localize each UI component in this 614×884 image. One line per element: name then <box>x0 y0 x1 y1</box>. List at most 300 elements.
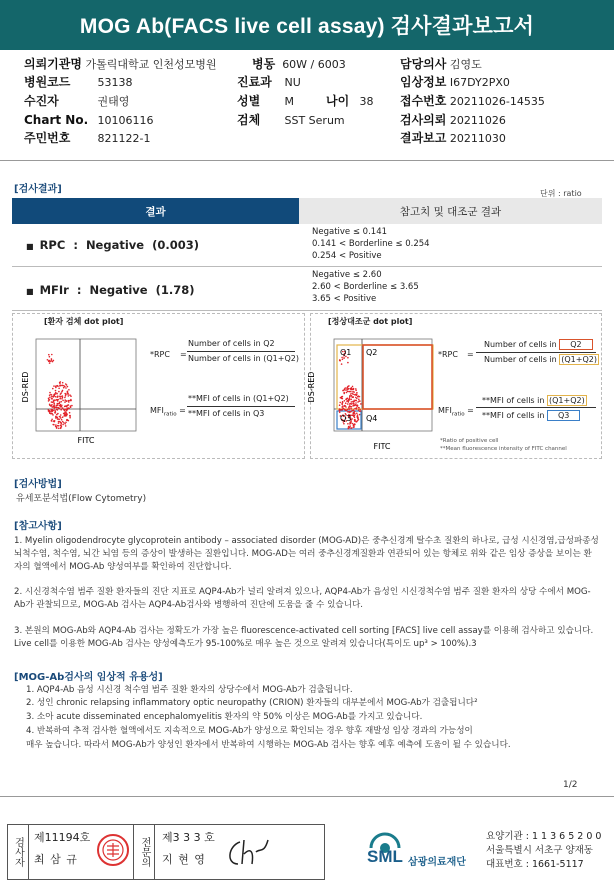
dot-mark <box>54 410 56 412</box>
dot-mark <box>65 425 67 427</box>
rpc-result <box>26 238 199 252</box>
dot-mark <box>343 423 345 425</box>
dot-mark <box>354 420 356 422</box>
dot-mark <box>345 387 347 389</box>
dot-mark <box>352 386 354 388</box>
accession-value: 20211026-14535 <box>449 95 545 108</box>
dot-mark <box>57 409 59 411</box>
dot-mark <box>352 401 354 403</box>
dot-mark <box>351 395 353 397</box>
dot-mark <box>358 407 360 409</box>
dot-mark <box>65 395 67 397</box>
dot-mark <box>49 404 51 406</box>
dot-mark <box>58 388 60 390</box>
dot-mark <box>66 414 68 416</box>
doctor-label: 담당의사 <box>400 57 447 71</box>
patient-label: 수진자 <box>24 94 59 108</box>
mfi-subscript: ratio <box>163 411 177 418</box>
dot-mark <box>71 405 73 407</box>
dot-mark <box>57 395 59 397</box>
rpc-ref-borderline: 0.141 < Borderline ≤ 0.254 <box>312 239 430 249</box>
dot-mark <box>343 408 345 410</box>
dot-mark <box>69 417 71 419</box>
dot-mark <box>58 425 60 427</box>
dot-mark <box>66 400 68 402</box>
control-x-label: FITC <box>373 442 391 451</box>
plot-notes <box>440 437 567 453</box>
dot-mark <box>351 401 353 403</box>
equals-sign: = <box>467 406 474 415</box>
dot-mark <box>355 402 357 404</box>
dept-label: 진료과 <box>237 75 272 89</box>
dot-mark <box>69 412 71 414</box>
dot-mark <box>60 397 62 399</box>
dot-mark <box>357 417 359 419</box>
dot-mark <box>339 408 341 410</box>
method-section-title: [검사방법] <box>14 479 62 490</box>
mfir-value: (1.78) <box>155 283 195 297</box>
dot-mark <box>53 399 55 401</box>
dot-mark <box>63 409 65 411</box>
dot-mark <box>68 408 70 410</box>
rpc-name: RPC <box>39 238 66 252</box>
q2-label: Q2 <box>366 348 378 357</box>
mfir-sep: : <box>76 283 82 297</box>
dot-mark <box>354 394 356 396</box>
q2-box-label: Q2 <box>559 339 592 350</box>
bullet-icon: ■ <box>26 287 34 296</box>
rpc-denominator: Number of cells in (Q1+Q2) <box>188 354 299 363</box>
dot-mark <box>355 390 357 392</box>
dot-mark <box>347 357 349 359</box>
dot-mark <box>346 398 348 400</box>
dot-mark <box>358 399 360 401</box>
dot-mark <box>355 397 357 399</box>
dot-mark <box>346 401 348 403</box>
footer-divider <box>0 796 614 797</box>
examiner-name: 최 삼 규 <box>34 853 78 866</box>
dot-mark <box>355 388 357 390</box>
dot-mark <box>50 413 52 415</box>
dot-mark <box>51 419 53 421</box>
control-plot-title: [정상대조군 dot plot] <box>328 317 413 326</box>
header-divider <box>0 160 614 161</box>
dot-mark <box>70 406 72 408</box>
den-prefix: **MFI of cells in <box>482 411 545 420</box>
dot-mark <box>60 406 62 408</box>
dot-mark <box>349 399 351 401</box>
dot-mark <box>355 400 357 402</box>
control-dot-plot <box>306 335 434 453</box>
control-rpc-numerator <box>484 340 593 349</box>
dot-mark <box>357 405 359 407</box>
age-label: 나이 <box>326 94 350 108</box>
dot-mark <box>356 394 358 396</box>
dot-mark <box>345 389 347 391</box>
dot-mark <box>53 407 55 409</box>
mfi-text: MFI <box>150 406 164 415</box>
dot-mark <box>51 401 53 403</box>
dot-mark <box>57 403 59 405</box>
mfi-denominator: **MFI of cells in Q3 <box>188 409 265 418</box>
specialist-label: 전문의 <box>133 824 155 880</box>
lab-phone: 대표번호 : 1661-5117 <box>486 859 584 870</box>
dot-mark <box>56 393 58 395</box>
rpc-label-patient: *RPC <box>150 350 170 359</box>
dot-mark <box>351 406 353 408</box>
fraction-line <box>476 407 596 408</box>
hospital-code-value: 53138 <box>97 76 133 89</box>
dot-mark <box>356 392 358 394</box>
dot-mark <box>61 391 63 393</box>
dot-mark <box>347 391 349 393</box>
dot-mark <box>62 400 64 402</box>
dot-mark <box>59 382 61 384</box>
mfir-ref-negative: Negative ≤ 2.60 <box>312 270 382 280</box>
dot-mark <box>348 401 350 403</box>
rpc-value: (0.003) <box>152 238 199 252</box>
dot-mark <box>59 401 61 403</box>
method-text: 유세포분석법(Flow Cytometry) <box>16 494 147 504</box>
rpc-ref-positive: 0.254 < Positive <box>312 251 382 261</box>
dot-mark <box>62 421 64 423</box>
dot-mark <box>61 419 63 421</box>
dot-mark <box>351 418 353 420</box>
plot-frame <box>36 339 136 431</box>
mfi-text: MFI <box>438 406 452 415</box>
dot-mark <box>347 423 349 425</box>
dot-mark <box>49 411 51 413</box>
id-label: 주민번호 <box>24 131 71 145</box>
dot-mark <box>64 397 66 399</box>
examiner-label: 검사자 <box>7 824 29 880</box>
dot-mark <box>58 391 60 393</box>
fraction-line <box>187 351 295 352</box>
dot-mark <box>352 410 354 412</box>
dot-mark <box>64 401 66 403</box>
dot-mark <box>349 425 351 427</box>
mfir-ref-positive: 3.65 < Positive <box>312 294 377 304</box>
specimen-value: SST Serum <box>284 114 345 127</box>
dot-mark <box>70 400 72 402</box>
sml-logo-text: SML <box>367 847 403 866</box>
dot-mark <box>346 392 348 394</box>
rpc-status: Negative <box>85 238 145 252</box>
equals-sign: = <box>467 350 474 359</box>
dot-mark <box>59 385 61 387</box>
patient-value: 권태영 <box>97 95 130 108</box>
dot-mark <box>51 409 53 411</box>
dot-mark <box>343 357 345 359</box>
note-mfi: **Mean fluorescence intensity of FITC channel <box>440 446 567 452</box>
dot-mark <box>347 403 349 405</box>
dot-mark <box>341 396 343 398</box>
chart-label: Chart No. <box>24 113 89 127</box>
dot-mark <box>67 386 69 388</box>
dot-mark <box>49 392 51 394</box>
dot-mark <box>346 388 348 390</box>
dot-mark <box>55 426 57 428</box>
dot-mark <box>48 398 50 400</box>
dot-mark <box>357 401 359 403</box>
dot-mark <box>55 386 57 388</box>
dot-mark <box>345 402 347 404</box>
dot-mark <box>347 386 349 388</box>
dot-mark <box>360 403 362 405</box>
dot-mark <box>354 424 356 426</box>
dot-mark <box>64 405 66 407</box>
control-y-label: DS-RED <box>307 371 316 403</box>
results-section-title: [검사결과] <box>14 184 62 195</box>
dot-mark <box>349 405 351 407</box>
dot-mark <box>359 414 361 416</box>
dot-mark <box>355 404 357 406</box>
dot-mark <box>344 409 346 411</box>
dot-mark <box>52 388 54 390</box>
dot-mark <box>343 390 345 392</box>
dot-mark <box>61 385 63 387</box>
sex-label: 성별 <box>237 94 261 108</box>
dot-mark <box>349 397 351 399</box>
rpc-label-control: *RPC <box>438 350 458 359</box>
dot-mark <box>65 383 67 385</box>
mfir-status: Negative <box>89 283 148 297</box>
dot-mark <box>341 404 343 406</box>
dot-mark <box>49 362 51 364</box>
dept-value: NU <box>284 76 301 89</box>
result-column-header: 결과 <box>12 198 299 224</box>
dot-mark <box>350 393 352 395</box>
equals-sign: = <box>180 350 187 359</box>
clinical-label: 임상정보 <box>400 75 447 89</box>
report-date-label: 결과보고 <box>400 131 447 145</box>
dot-mark <box>69 394 71 396</box>
clinical-item: 3. 소아 acute disseminated encephalomyelitis 환자의 약 50% 이상은 MOG-Ab를 가지고 있습니다. <box>26 712 423 722</box>
q1q2-box-label: (Q1+Q2) <box>561 355 597 364</box>
dot-mark <box>64 414 66 416</box>
dot-mark <box>51 359 53 361</box>
dot-mark <box>60 408 62 410</box>
dot-mark <box>352 391 354 393</box>
dot-mark <box>342 398 344 400</box>
dot-mark <box>67 391 69 393</box>
sex-value: M <box>284 95 294 108</box>
accession-label: 접수번호 <box>400 94 447 108</box>
institution-value: 가톨릭대학교 인천성모병원 <box>85 58 217 71</box>
dot-mark <box>348 411 350 413</box>
dot-mark <box>56 405 58 407</box>
dot-mark <box>358 419 360 421</box>
dot-mark <box>63 387 65 389</box>
dot-mark <box>62 424 64 426</box>
dot-mark <box>352 413 354 415</box>
mfir-result <box>26 283 195 297</box>
report-date-value: 20211030 <box>449 132 506 145</box>
clinical-value: I67DY2PX0 <box>449 76 510 89</box>
dot-mark <box>55 396 57 398</box>
dot-mark <box>59 416 61 418</box>
dot-mark <box>62 382 64 384</box>
dot-mark <box>54 421 56 423</box>
institution-label: 의뢰기관명 <box>24 57 82 71</box>
note-paragraph-2: 2. 시신경척수염 범주 질환 환자들의 진단 지표로 AQP4-Ab가 널리 알려져 있으나, AQP4-Ab가 음성인 시신경척수염 범주 질환 환자의 상당 수에서 MOG-Ab가 관찰되므로, MOG-Ab 검사는 AQP4-Ab검사와 병행하여 진단에 도움을 줄 수 있습니다. <box>14 587 591 610</box>
rpc-sep: : <box>73 238 78 252</box>
q4-label: Q4 <box>366 414 378 423</box>
dot-mark <box>57 413 59 415</box>
dot-mark <box>353 405 355 407</box>
patient-dot-plot <box>20 335 138 450</box>
q1-label: Q1 <box>340 348 352 357</box>
dot-mark <box>68 393 70 395</box>
dot-mark <box>349 391 351 393</box>
dot-mark <box>49 356 51 358</box>
dot-mark <box>62 395 64 397</box>
dot-mark <box>52 414 54 416</box>
clinical-item: 매우 높습니다. 따라서 MOG-Ab가 양성인 환자에서 반복하여 시행하는 MOG-Ab 검사는 향후 예후 예측에 도움이 될 수 있습니다. <box>26 740 511 750</box>
dot-mark <box>63 385 65 387</box>
page-number: 1/2 <box>563 780 578 790</box>
dot-mark <box>347 362 349 364</box>
dot-mark <box>359 400 361 402</box>
dot-mark <box>60 404 62 406</box>
dot-mark <box>352 393 354 395</box>
dot-mark <box>52 410 54 412</box>
dot-mark <box>51 354 53 356</box>
examiner-number: 제11194호 <box>34 831 91 844</box>
dot-mark <box>53 385 55 387</box>
patient-dot-cloud <box>47 354 73 429</box>
report-title: MOG Ab(FACS live cell assay) 검사결과보고서 <box>0 0 614 50</box>
dot-mark <box>64 393 66 395</box>
dot-mark <box>350 408 352 410</box>
clinical-section-title: [MOG-Ab검사의 임상적 유용성] <box>14 672 163 683</box>
dot-mark <box>53 403 55 405</box>
sml-org-name: 삼광의료재단 <box>408 857 466 868</box>
dot-mark <box>51 420 53 422</box>
dot-mark <box>343 392 345 394</box>
dot-mark <box>353 415 355 417</box>
dot-mark <box>58 407 60 409</box>
ward-label: 병동 <box>252 57 276 71</box>
dot-mark <box>48 400 50 402</box>
mfi-numerator: **MFI of cells in (Q1+Q2) <box>188 394 289 403</box>
control-rpc-denominator <box>484 355 599 364</box>
dot-mark <box>52 424 54 426</box>
dot-mark <box>353 400 355 402</box>
dot-mark <box>350 403 352 405</box>
clinical-item: 4. 반복하여 추적 검사한 혈액에서도 지속적으로 MOG-Ab가 양성으로 확인되는 경우 향후 재발성 임상 경과의 가능성이 <box>26 726 473 736</box>
dot-mark <box>354 408 356 410</box>
dot-mark <box>339 412 341 414</box>
dot-mark <box>349 423 351 425</box>
dot-mark <box>50 405 52 407</box>
mfi-label-patient <box>150 406 186 418</box>
dot-mark <box>65 408 67 410</box>
dot-mark <box>353 389 355 391</box>
dot-mark <box>349 396 351 398</box>
rpc-ref-negative: Negative ≤ 0.141 <box>312 227 388 237</box>
dot-mark <box>64 423 66 425</box>
patient-x-label: FITC <box>77 436 95 445</box>
mfi-subscript: ratio <box>451 411 465 418</box>
q3-box-label: Q3 <box>547 410 580 421</box>
dot-mark <box>62 416 64 418</box>
dot-mark <box>51 398 53 400</box>
patient-plot-title: [환자 검체 dot plot] <box>44 317 124 326</box>
dot-mark <box>341 363 343 365</box>
hospital-code-label: 병원코드 <box>24 75 71 89</box>
fraction-line <box>187 406 295 407</box>
dot-mark <box>350 427 352 429</box>
note-ratio: *Ratio of positive cell <box>440 438 499 444</box>
dot-mark <box>356 413 358 415</box>
dot-mark <box>60 425 62 427</box>
dot-mark <box>61 398 63 400</box>
patient-y-label: DS-RED <box>21 371 30 403</box>
dot-mark <box>349 403 351 405</box>
dot-mark <box>354 411 356 413</box>
dot-mark <box>350 411 352 413</box>
dot-mark <box>69 415 71 417</box>
doctor-value: 김영도 <box>449 58 482 71</box>
dot-mark <box>58 422 60 424</box>
dot-mark <box>339 402 341 404</box>
dot-mark <box>48 354 50 356</box>
dot-mark <box>341 406 343 408</box>
dot-mark <box>347 409 349 411</box>
dot-mark <box>56 399 58 401</box>
specialist-name: 지 현 영 <box>162 853 206 866</box>
examiner-seal-icon <box>96 832 130 868</box>
num-prefix: Number of cells in <box>484 340 557 349</box>
dot-mark <box>68 389 70 391</box>
dot-mark <box>68 400 70 402</box>
lab-address: 서울특별시 서초구 양재동 <box>486 845 593 856</box>
dot-mark <box>48 410 50 412</box>
ward-value: 60W / 6003 <box>282 58 346 71</box>
dot-mark <box>352 423 354 425</box>
dot-mark <box>67 404 69 406</box>
specialist-number: 제3 3 3 호 <box>162 831 215 844</box>
dot-mark <box>57 418 59 420</box>
dot-mark <box>55 390 57 392</box>
den-prefix: Number of cells in <box>484 355 557 364</box>
clinical-item: 2. 성인 chronic relapsing inflammatory optic neuropathy (CRION) 환자들의 대부분에서 MOG-Ab가 검출됩니다² <box>26 698 478 708</box>
dot-mark <box>65 387 67 389</box>
dot-mark <box>60 414 62 416</box>
dot-mark <box>54 393 56 395</box>
id-value: 821122-1 <box>97 132 151 145</box>
dot-mark <box>358 409 360 411</box>
signature-icon <box>222 834 272 870</box>
dot-mark <box>360 410 362 412</box>
dot-mark <box>58 428 60 430</box>
control-mfi-denominator <box>482 411 580 420</box>
dot-mark <box>57 400 59 402</box>
mfi-label-control <box>438 406 474 418</box>
specimen-label: 검체 <box>237 113 261 127</box>
control-mfi-numerator <box>482 396 587 405</box>
dot-mark <box>65 422 67 424</box>
dot-mark <box>353 425 355 427</box>
request-date-value: 20211026 <box>449 114 506 127</box>
dot-mark <box>357 396 359 398</box>
row-divider <box>12 310 602 311</box>
q3-label: Q3 <box>340 414 352 423</box>
fraction-line <box>476 352 596 353</box>
num-prefix: **MFI of cells in <box>482 396 545 405</box>
dot-mark <box>56 427 58 429</box>
